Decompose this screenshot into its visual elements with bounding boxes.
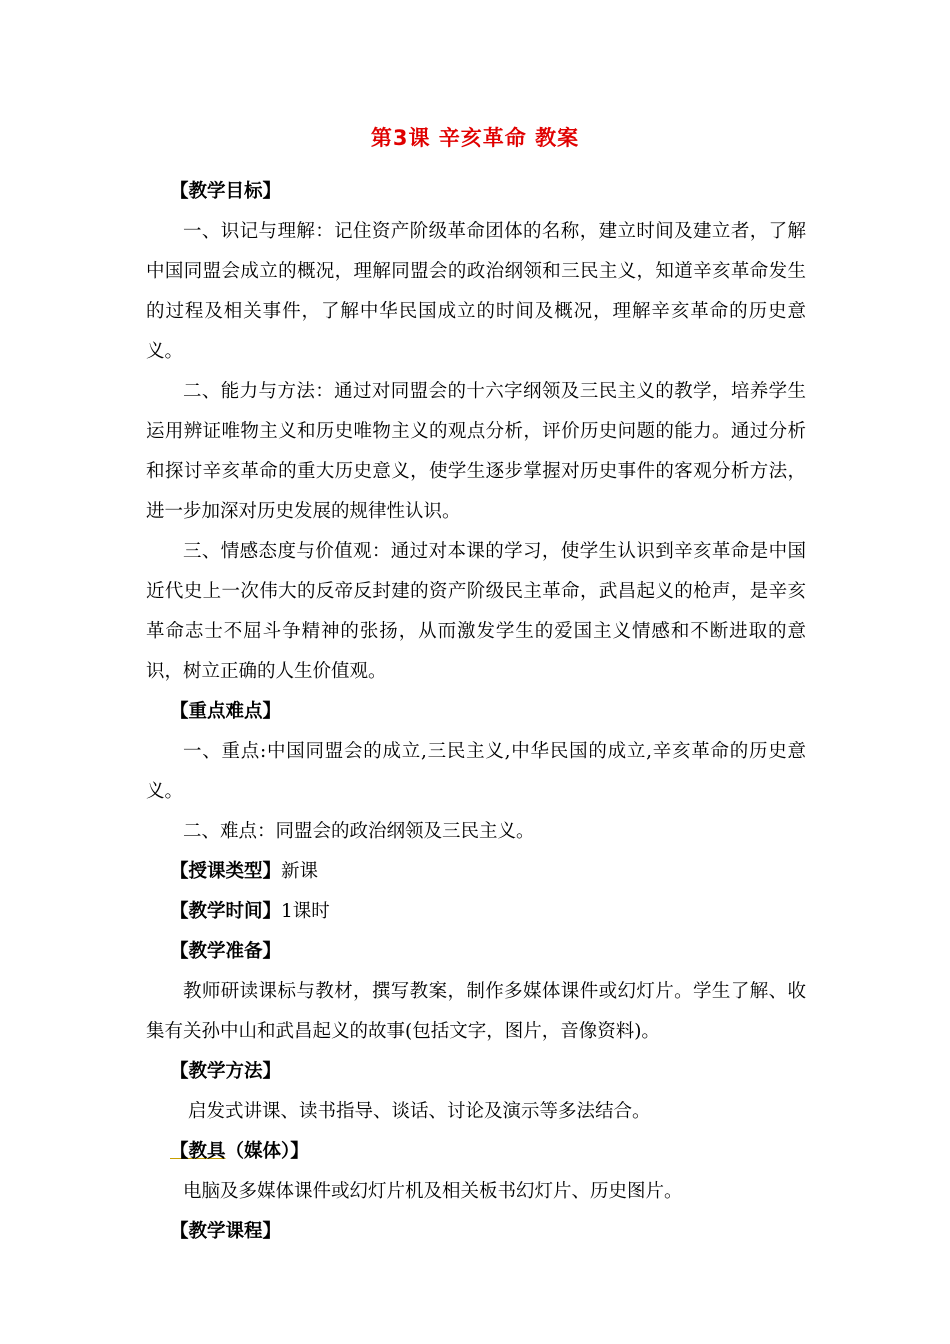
- section-heading-tools: [146, 1132, 806, 1172]
- key-point-paragraph-2: 二、难点：同盟会的政治纲领及三民主义。: [183, 821, 535, 842]
- lesson-time-value: 1课时: [281, 901, 330, 922]
- document-body: [146, 172, 806, 1252]
- objectives-heading: 【教学目标】: [170, 181, 282, 202]
- tools-heading-b: （媒体）】: [225, 1141, 309, 1162]
- tools-paragraph: 电脑及多媒体课件或幻灯片机及相关板书幻灯片、历史图片。: [183, 1181, 683, 1202]
- preparation-heading: 【教学准备】: [170, 941, 282, 962]
- lesson-time-line: [146, 892, 806, 932]
- section-heading-method: [146, 1052, 806, 1092]
- objective-paragraph-3: 三、情感态度与价值观：通过对本课的学习，使学生认识到辛亥革命是中国近代史上一次伟大的反帝反封建的资产阶级民主革命，武昌起义的枪声，是辛亥革命志士不屈斗争精神的张扬，从而激发学生的爱国主义情感和不断进取的意识，树立正确的人生价值观。: [146, 541, 806, 682]
- lesson-time-heading: 【教学时间】: [170, 901, 282, 922]
- process-heading: 【教学课程】: [170, 1221, 282, 1242]
- lesson-type-line: [146, 852, 806, 892]
- key-points-heading: 【重点难点】: [170, 701, 282, 722]
- tools-heading-a: 【教具: [170, 1141, 226, 1162]
- method-heading: 【教学方法】: [170, 1061, 282, 1082]
- section-heading-objectives: [146, 172, 806, 212]
- preparation-paragraph: 教师研读课标与教材，撰写教案，制作多媒体课件或幻灯片。学生了解、收集有关孙中山和武昌起义的故事(包括文字，图片，音像资料)。: [146, 981, 806, 1042]
- section-heading-process: [146, 1212, 806, 1252]
- lesson-type-value: 新课: [281, 861, 319, 882]
- method-paragraph: 启发式讲课、读书指导、谈话、讨论及演示等多法结合。: [188, 1101, 651, 1122]
- key-point-paragraph-1: 一、重点:中国同盟会的成立,三民主义,中华民国的成立,辛亥革命的历史意义。: [146, 741, 806, 802]
- objective-paragraph-2: 二、能力与方法：通过对同盟会的十六字纲领及三民主义的教学，培养学生运用辨证唯物主义和历史唯物主义的观点分析，评价历史问题的能力。通过分析和探讨辛亥革命的重大历史意义，使学生逐步掌握对历史事件的客观分析方法，进一步加深对历史发展的规律性认识。: [146, 381, 806, 522]
- lesson-type-heading: 【授课类型】: [170, 861, 282, 882]
- document-title: 第3课 辛亥革命 教案: [370, 126, 580, 150]
- section-heading-key-points: [146, 692, 806, 732]
- section-heading-preparation: [146, 932, 806, 972]
- objective-paragraph-1: 一、识记与理解：记住资产阶级革命团体的名称，建立时间及建立者，了解中国同盟会成立的概况，理解同盟会的政治纲领和三民主义，知道辛亥革命发生的过程及相关事件，了解中华民国成立的时间及概况，理解辛亥革命的历史意义。: [146, 221, 806, 362]
